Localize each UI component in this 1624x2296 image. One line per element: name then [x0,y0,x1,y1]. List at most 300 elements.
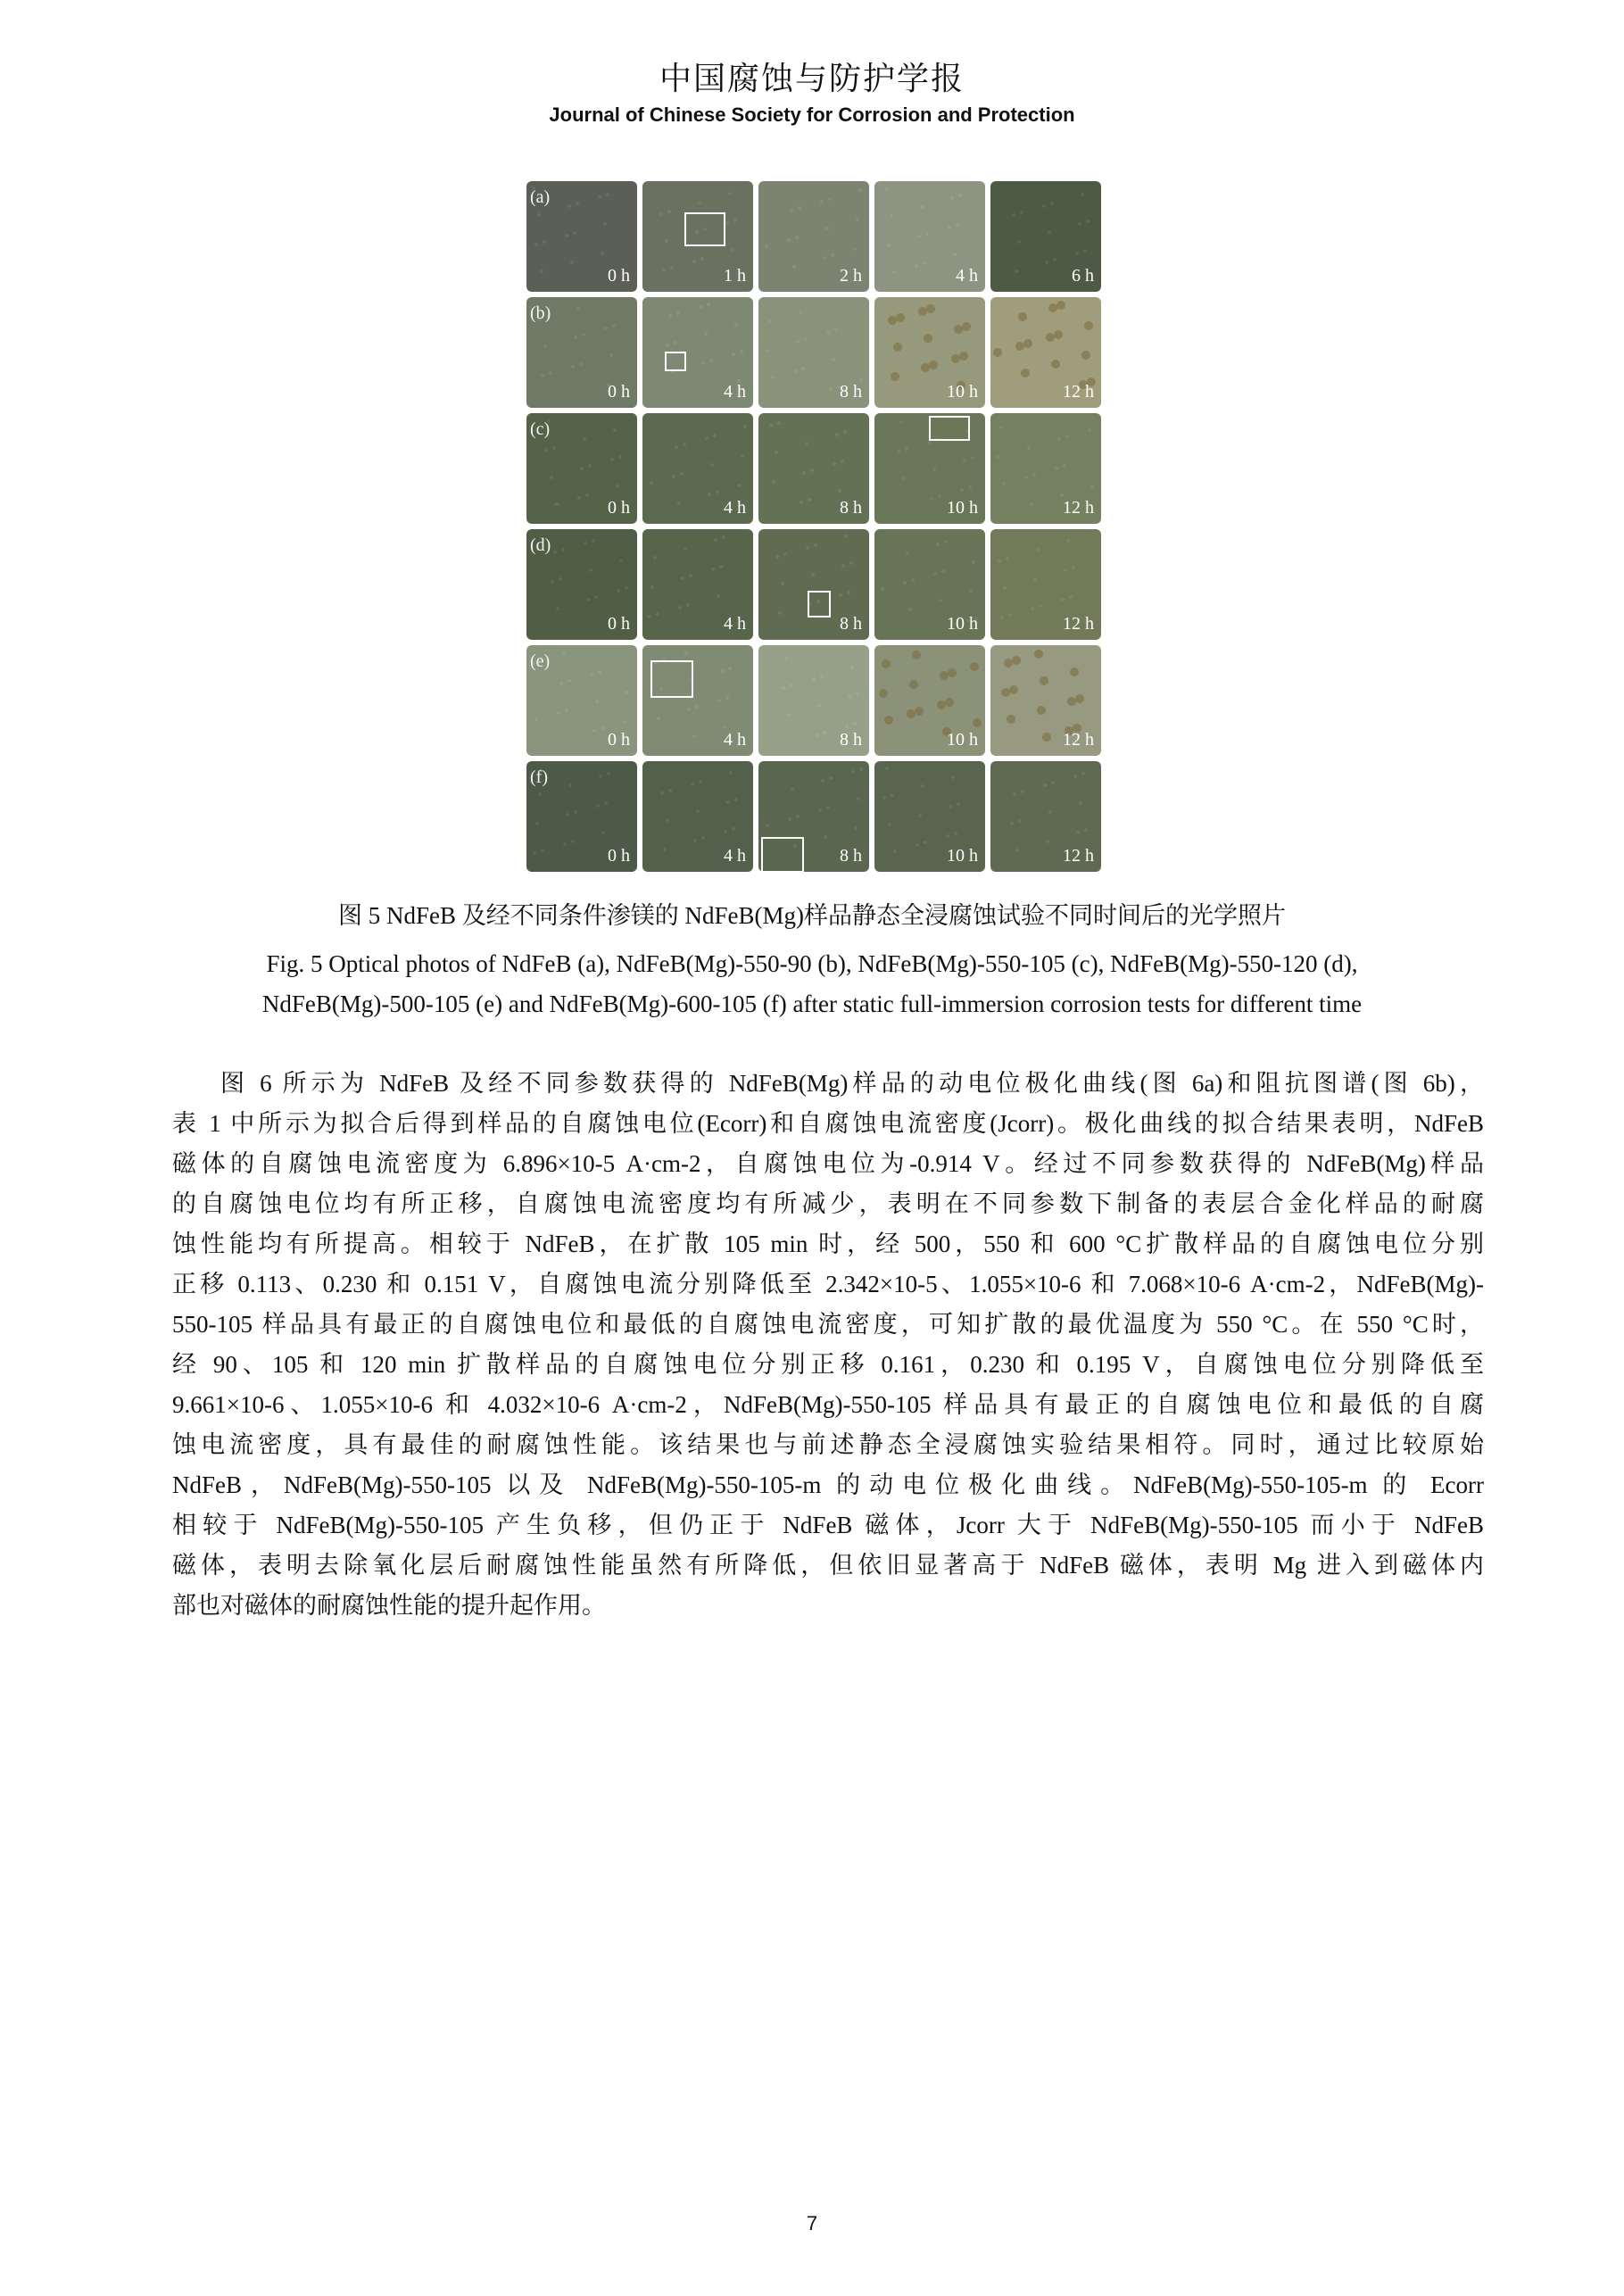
corrosion-spot [908,608,912,611]
corrosion-spot [1032,473,1036,477]
corrosion-spot [541,849,544,852]
corrosion-spot [1033,577,1037,581]
corrosion-spot [771,376,775,379]
corrosion-spot [716,490,719,493]
corrosion-spot [962,322,971,331]
corrosion-spot [579,362,583,366]
photo-tile [526,529,637,640]
corrosion-spot [676,311,680,315]
corrosion-spot [657,717,660,720]
corrosion-spot [791,788,794,792]
corrosion-spot [1013,792,1016,796]
corrosion-spot [726,800,730,804]
corrosion-spot [1004,659,1013,667]
corrosion-spot [911,578,915,582]
time-label: 12 h [1063,730,1094,750]
corrosion-spot [696,809,700,813]
corrosion-spot [909,680,918,689]
corrosion-spot [576,306,580,310]
corrosion-spot [719,565,723,568]
corrosion-spot [1006,557,1009,560]
corrosion-spot [945,698,954,707]
corrosion-spot [788,817,791,821]
corrosion-spot [1007,715,1015,724]
corrosion-spot [1037,706,1046,715]
corrosion-spot [951,354,960,363]
corrosion-spot [717,594,720,598]
corrosion-spot [555,502,559,506]
corrosion-spot [1030,502,1033,506]
corrosion-spot [932,468,936,471]
corrosion-spot [606,193,609,196]
corrosion-spot [1083,249,1087,253]
corrosion-spot [884,716,893,725]
corrosion-spot [1060,493,1064,497]
corrosion-spot [556,607,559,610]
corrosion-spot [1064,568,1067,572]
photo-tile [990,297,1101,408]
corrosion-spot [906,551,909,555]
corrosion-spot [997,455,1000,459]
photo-tile [990,761,1101,872]
corrosion-spot [538,792,542,796]
photo-tile [990,529,1101,640]
corrosion-spot [815,734,818,737]
photo-tile [642,529,753,640]
corrosion-spot [891,372,899,381]
corrosion-spot [777,421,781,425]
panel-label: (d) [530,535,551,555]
photo-tile [874,529,985,640]
time-label: 0 h [608,382,630,402]
corrosion-spot [793,844,797,848]
corrosion-spot [1015,342,1024,351]
corrosion-spot [890,214,893,218]
corrosion-spot [948,668,957,677]
corrosion-spot [709,359,713,362]
page-number: 7 [806,2212,818,2234]
corrosion-spot [708,493,711,496]
corrosion-spot [973,718,982,727]
corrosion-spot [684,547,687,551]
corrosion-spot [925,232,929,236]
corrosion-spot [923,261,926,265]
corrosion-spot [692,260,696,263]
paragraph-line: 9.661×10-6、1.055×10-6 和 4.032×10-6 A·cm-2，NdFeB(Mg)-550-105 样品具有最正的自腐蚀电位和最低的自腐 [172,1391,1484,1418]
corrosion-spot [918,814,922,817]
photo-tile [758,413,869,524]
corrosion-spot [1027,446,1031,450]
photo-tile [874,297,985,408]
corrosion-spot [1076,831,1080,834]
corrosion-spot [588,464,592,468]
corrosion-spot [918,307,927,316]
corrosion-spot [897,450,900,453]
corrosion-spot [765,245,768,248]
corrosion-spot [915,264,918,268]
corrosion-spot [1070,667,1079,676]
corrosion-spot [667,210,671,213]
corrosion-spot [699,780,702,783]
corrosion-spot [892,270,896,274]
corrosion-spot [559,682,563,685]
corrosion-spot [689,574,692,577]
corrosion-spot [948,226,951,229]
corrosion-spot [713,434,717,437]
corrosion-spot [543,344,547,348]
corrosion-spot [810,468,814,472]
corrosion-spot [668,789,672,792]
paragraph-line: 550-105 样品具有最正的自腐蚀电位和最低的自腐蚀电流密度，可知扩散的最优温度为 550 °C。在 550 °C时， [172,1311,1484,1338]
corrosion-spot [826,806,830,809]
paragraph-line: 经 90、105 和 120 min 扩散样品的自腐蚀电位分别正移 0.161，0.230 和 0.195 V，自腐蚀电位分别降低至 [172,1351,1484,1378]
corrosion-spot [888,316,897,325]
corrosion-spot [929,361,938,369]
corrosion-spot [692,734,696,738]
corrosion-spot [684,651,688,655]
corrosion-spot [891,793,894,797]
corrosion-spot [731,248,734,252]
corrosion-spot [950,196,954,200]
corrosion-spot [1079,801,1082,805]
corrosion-spot [1063,464,1066,468]
corrosion-spot [659,687,663,691]
corrosion-spot [1048,810,1052,814]
corrosion-spot [1065,435,1069,438]
corrosion-spot [805,442,808,445]
corrosion-spot [971,456,974,460]
time-label: 8 h [840,846,862,866]
corrosion-spot [834,328,838,332]
corrosion-spot [802,471,806,475]
figure-caption-en-line1: Fig. 5 Optical photos of NdFeB (a), NdFeB(Mg)-550-90 (b), NdFeB(Mg)-550-105 (c), NdFeB(Mg)-550-120 (d), [266,950,1358,977]
corrosion-spot [1039,604,1042,608]
photo-tile [874,645,985,756]
photo-tile [642,413,753,524]
corrosion-spot [1012,656,1021,665]
corrosion-spot [607,772,610,775]
corrosion-spot [674,341,677,344]
corrosion-spot [854,826,858,830]
corrosion-spot [681,576,684,580]
corrosion-spot [1042,733,1051,742]
corrosion-spot [723,725,726,729]
paragraph-line: 蚀电流密度，具有最佳的耐腐蚀性能。该结果也与前述静态全浸腐蚀实验结果相符。同时，通过比较原始 [172,1431,1484,1458]
corrosion-spot [792,265,796,269]
corrosion-spot [580,467,584,470]
corrosion-spot [799,311,802,314]
corrosion-spot [1078,222,1081,226]
photo-tile [874,413,985,524]
corrosion-spot [693,839,697,842]
corrosion-spot [740,350,743,353]
corrosion-spot [824,835,827,839]
corrosion-spot [653,556,657,559]
corrosion-spot [540,269,543,273]
corrosion-spot [565,234,568,237]
corrosion-spot [972,560,975,564]
corrosion-spot [650,481,653,485]
time-label: 8 h [840,382,862,402]
photo-tile [990,413,1101,524]
corrosion-spot [959,352,968,361]
corrosion-spot [924,334,932,343]
corrosion-spot [1075,694,1084,703]
corrosion-spot [811,573,815,576]
corrosion-spot [1081,193,1084,196]
corrosion-spot [1051,360,1060,369]
photo-tile [874,761,985,872]
corrosion-spot [941,569,945,573]
corrosion-spot [675,445,678,449]
time-label: 1 h [724,266,746,286]
corrosion-spot [729,771,733,775]
corrosion-spot [956,223,959,227]
corrosion-spot [949,805,952,808]
corrosion-spot [793,369,797,373]
corrosion-spot [808,498,811,501]
corrosion-spot [1015,849,1019,852]
corrosion-spot [969,590,973,593]
corrosion-spot [856,692,859,696]
corrosion-spot [559,577,562,581]
corrosion-spot [936,543,940,546]
photo-tile [526,297,637,408]
corrosion-spot [717,699,721,702]
corrosion-spot [933,572,937,576]
corrosion-spot [583,437,586,441]
corrosion-spot [534,717,538,721]
corrosion-spot [724,830,727,833]
photo-tile [526,645,637,756]
corrosion-spot [1069,595,1073,599]
corrosion-spot [845,725,849,728]
corrosion-spot [1088,428,1091,432]
corrosion-spot [960,488,964,492]
time-label: 10 h [947,498,978,518]
corrosion-spot [826,331,830,335]
corrosion-spot [882,796,886,800]
corrosion-spot [562,652,566,656]
figure-5-photo-grid [526,181,1106,875]
corrosion-spot [695,230,699,234]
corrosion-spot [741,454,744,458]
corrosion-spot [781,582,784,585]
corrosion-spot [804,337,808,341]
corrosion-spot [738,484,742,487]
corrosion-spot [823,731,826,734]
corrosion-spot [796,815,800,818]
photo-tile [874,181,985,292]
corrosion-spot [563,842,567,846]
photo-tile [642,645,753,756]
corrosion-spot [728,667,732,670]
corrosion-spot [828,197,832,201]
corrosion-spot [930,497,933,501]
corrosion-spot [856,218,859,221]
corrosion-spot [818,808,822,812]
corrosion-spot [601,726,604,730]
corrosion-spot [790,209,793,212]
corrosion-spot [951,775,955,779]
corrosion-spot [612,324,616,327]
corrosion-spot [670,266,674,269]
corrosion-spot [915,707,924,716]
time-label: 0 h [608,730,630,750]
corrosion-spot [598,670,601,674]
corrosion-spot [565,709,568,712]
corrosion-spot [841,460,844,463]
corrosion-spot [618,455,622,459]
corrosion-spot [1090,485,1094,488]
corrosion-spot [912,651,921,659]
corrosion-spot [599,775,602,778]
corrosion-spot [1021,369,1030,377]
corrosion-spot [899,420,903,424]
corrosion-spot [849,561,853,565]
corrosion-spot [1008,613,1012,617]
corrosion-spot [586,598,590,601]
corrosion-spot [843,430,847,434]
figure-caption-en-line2: NdFeB(Mg)-500-105 (e) and NdFeB(Mg)-600-105 (f) after static full-immersion corrosion tests for different time [261,991,1363,1017]
corrosion-spot [937,700,946,709]
corrosion-spot [907,709,916,718]
corrosion-spot [1021,790,1024,793]
corrosion-spot [725,696,729,700]
corrosion-spot [604,327,608,330]
corrosion-spot [704,332,708,336]
corrosion-spot [1054,330,1063,339]
corrosion-spot [921,363,930,372]
corrosion-spot [1002,482,1006,485]
photo-tile [526,761,637,872]
corrosion-spot [686,603,690,607]
corrosion-spot [570,261,574,264]
corrosion-spot [970,662,979,671]
corrosion-spot [1036,548,1040,551]
corrosion-spot [714,538,717,542]
corrosion-spot [1046,840,1049,843]
corrosion-spot [648,615,651,618]
photo-tile [990,645,1101,756]
corrosion-spot [1050,202,1054,205]
corrosion-spot [820,200,824,203]
corrosion-spot [938,494,941,498]
paragraph-line: 磁体的自腐蚀电流密度为 6.896×10-5 A·cm-2，自腐蚀电位为-0.914 V。经过不同参数获得的 NdFeB(Mg)样品 [172,1150,1484,1177]
corrosion-spot [1086,220,1090,223]
corrosion-spot [695,705,699,709]
time-label: 8 h [840,730,862,750]
corrosion-spot [1066,539,1070,543]
corrosion-spot [1084,321,1093,330]
corrosion-spot [571,840,575,843]
corrosion-spot [927,441,931,444]
corrosion-spot [573,231,576,235]
corrosion-spot [1023,339,1032,348]
corrosion-spot [823,256,826,260]
corrosion-spot [879,689,888,698]
corrosion-spot [1017,240,1021,244]
time-label: 0 h [608,266,630,286]
corrosion-spot [850,666,854,669]
corrosion-spot [798,206,801,210]
corrosion-spot [940,671,949,680]
corrosion-spot [590,673,593,676]
corrosion-spot [882,659,891,668]
corrosion-spot [585,493,589,497]
corrosion-spot [720,669,724,673]
corrosion-spot [699,305,702,309]
corrosion-spot [1084,828,1088,832]
corrosion-spot [732,827,735,831]
corrosion-spot [924,841,927,844]
corrosion-spot [801,367,805,370]
corrosion-spot [806,546,809,550]
corrosion-spot [743,425,747,428]
figure-caption-cn: 图 5 NdFeB 及经不同条件渗镁的 NdFeB(Mg)样品静态全浸腐蚀试验不同时间后的光学照片 [337,902,1286,929]
corrosion-spot [857,797,860,800]
corrosion-spot [831,253,834,257]
corrosion-spot [844,535,848,538]
corrosion-spot [551,580,554,584]
corrosion-spot [958,194,962,197]
time-label: 10 h [947,614,978,634]
corrosion-spot [577,496,581,500]
corrosion-spot [533,851,536,855]
time-label: 4 h [724,498,746,518]
corrosion-spot [700,257,704,261]
corrosion-spot [896,313,905,322]
corrosion-spot [858,188,862,192]
corrosion-spot [687,708,691,711]
corrosion-spot [544,449,548,452]
corrosion-spot [728,192,732,195]
corrosion-spot [1031,607,1034,610]
corrosion-spot [553,551,557,554]
corrosion-spot [825,227,829,230]
corrosion-spot [766,824,769,827]
corrosion-spot [1001,688,1010,697]
corrosion-spot [595,700,599,703]
corrosion-spot [592,539,595,543]
time-label: 4 h [724,614,746,634]
corrosion-spot [841,564,845,568]
corrosion-spot [732,352,735,356]
photo-tile [990,181,1101,292]
corrosion-spot [698,201,701,204]
corrosion-spot [535,822,539,825]
corrosion-spot [1046,333,1055,342]
corrosion-spot [662,269,666,272]
corrosion-spot [574,336,577,339]
corrosion-spot [1042,204,1046,208]
paragraph-line: 部也对磁体的耐腐蚀性能的提升起作用。 [172,1592,606,1619]
corrosion-spot [1034,650,1043,659]
corrosion-spot [534,243,538,246]
time-label: 8 h [840,498,862,518]
photo-tile [758,297,869,408]
corrosion-spot [566,813,569,816]
corrosion-spot [574,810,577,814]
time-label: 8 h [840,614,862,634]
corrosion-spot [626,691,629,694]
corrosion-spot [812,677,816,681]
corrosion-spot [835,433,839,436]
photo-tile [758,529,869,640]
corrosion-spot [707,303,710,306]
corrosion-spot [710,463,714,467]
corrosion-spot [568,204,571,208]
